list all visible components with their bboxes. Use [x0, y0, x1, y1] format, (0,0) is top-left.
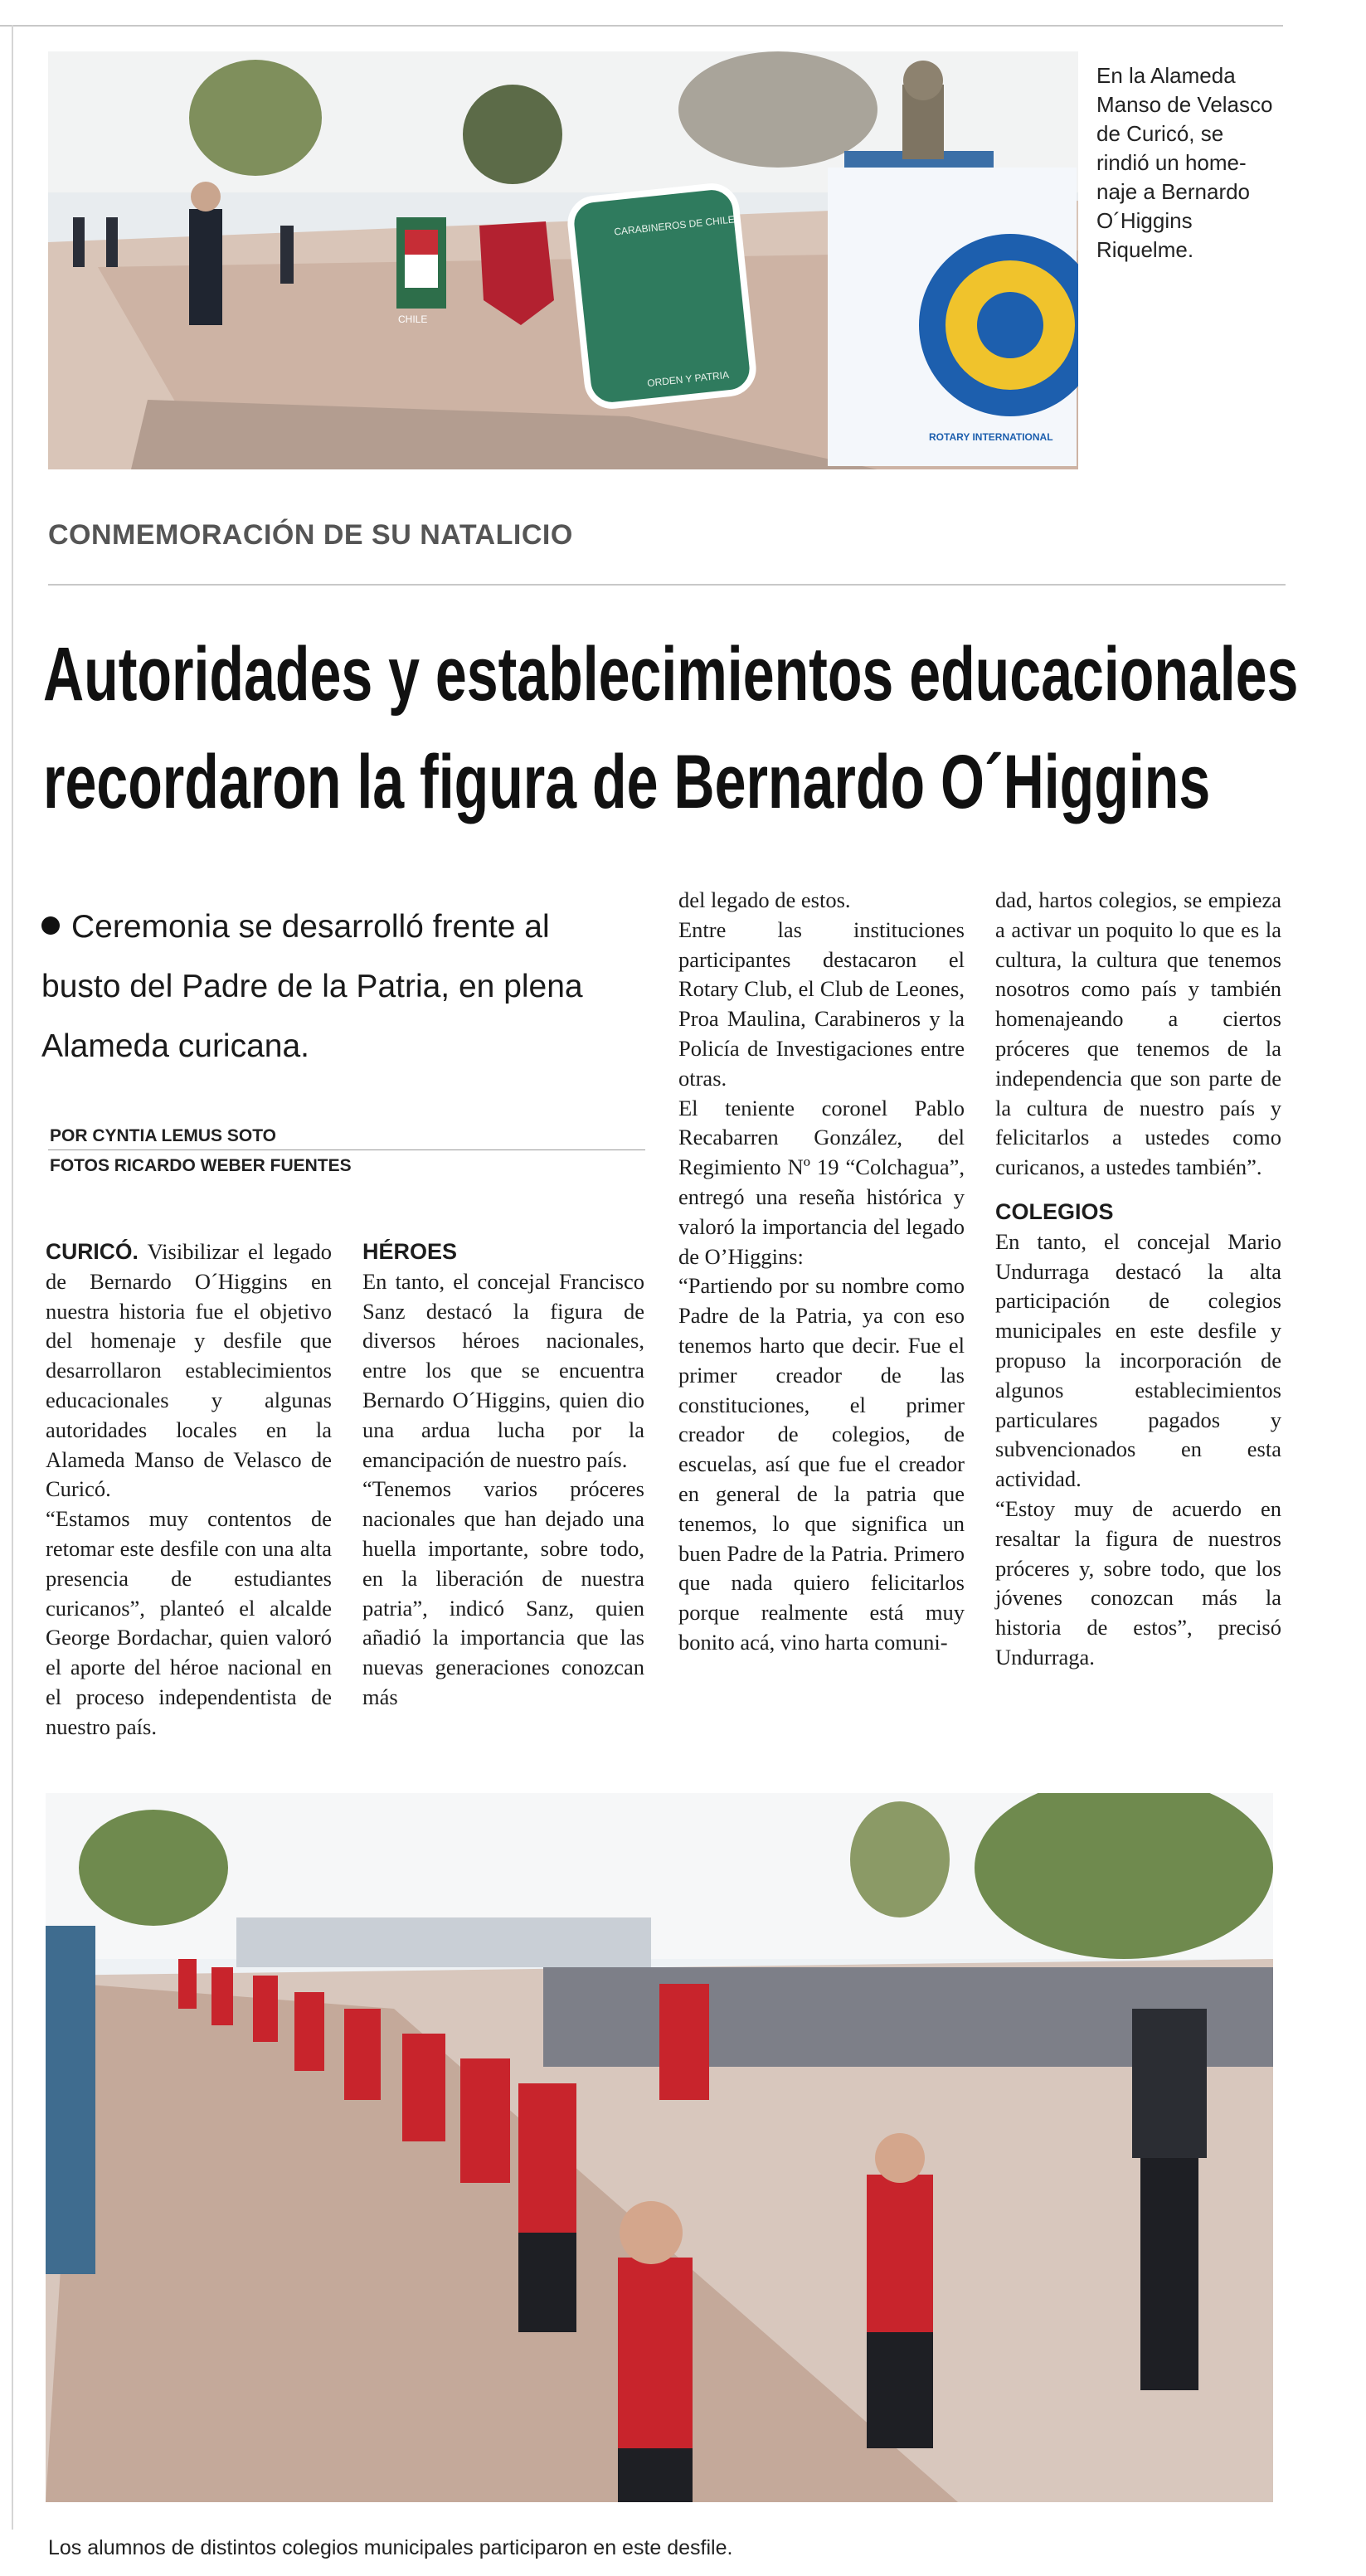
caption-line: O´Higgins	[1096, 208, 1193, 233]
caption-line: rindió un home-	[1096, 150, 1247, 175]
headline-line-1: Autoridades y establecimientos educacionales	[43, 632, 1299, 717]
bullet-icon	[41, 916, 60, 935]
photo-sign-chile: CHILE	[398, 313, 428, 325]
paragraph: “Estoy muy de acuerdo en resaltar la figura de nuestros próceres y, sobre todo, que los jóvenes conozcan más la historia de estos”, precisó Undurraga.	[995, 1495, 1281, 1670]
paragraph: En tanto, el concejal Mario Undurraga destacó la alta participación de colegios municipales en este desfile y propuso la incorporación de algunos establecimientos particulares pagados y subvencionados en esta actividad.	[995, 1228, 1281, 1492]
credit-rule	[48, 1149, 645, 1150]
top-photo-caption	[1096, 61, 1304, 265]
caption-line: Manso de Velasco	[1096, 92, 1273, 117]
deck-line-2: busto del Padre de la Patria, en plena	[41, 969, 583, 1004]
photo-sign-orden: ORDEN Y PATRIA	[646, 368, 730, 390]
paragraph: dad, hartos colegios, se empieza a activar un poquito lo que es la cultura, la cultura que tenemos nosotros como país y también homenajeando a ciertos próceres que tenemos de la independencia que son parte de la cultura de nuestro país y felicitarlos a ustedes como curicanos, a ustedes también”.	[995, 887, 1281, 1180]
paragraph: Entre las instituciones participantes destacaron el Rotary Club, el Club de Leones, Proa Maulina, Carabineros y la Policía de Investigaciones entre otras.	[678, 916, 965, 1091]
paragraph: En tanto, el concejal Francisco Sanz destacó la figura de diversos héroes nacionales, entre los que se encuentra Bernardo O´Higgins, quien dio una ardua lucha por la emancipación de nuestro país.	[362, 1268, 644, 1472]
subheading-colegios: COLEGIOS	[995, 1198, 1114, 1224]
paragraph: “Estamos muy contentos de retomar este desfile con una alta presencia de estudiantes curicanos”, planteó el alcalde George Bordachar, quien valoró el aporte del héroe nacional en el proceso independentista de nuestro país.	[46, 1506, 332, 1739]
photo-sign-rotary: ROTARY INTERNATIONAL	[929, 431, 1053, 443]
deck-line-1: Ceremonia se desarrolló frente al	[71, 909, 550, 945]
bottom-photo-caption: Los alumnos de distintos colegios municipales participaron en este desfile.	[48, 2536, 733, 2559]
body-column-1	[46, 1237, 332, 1742]
author-credit: POR CYNTIA LEMUS SOTO	[50, 1126, 277, 1145]
deck	[41, 897, 639, 1077]
caption-line: Riquelme.	[1096, 237, 1194, 262]
page-left-rule	[12, 25, 13, 2530]
headline	[43, 620, 1299, 836]
dateline: CURICÓ.	[46, 1239, 139, 1264]
headline-line-2: recordaron la figura de Bernardo O´Higgins	[43, 740, 1211, 824]
photo-sign-carabineros: CARABINEROS DE CHILE	[613, 213, 736, 238]
bottom-photo	[46, 1793, 1273, 2502]
caption-line: En la Alameda	[1096, 63, 1236, 88]
paragraph: El teniente coronel Pablo Recabarren González, del Regimiento Nº 19 “Colchagua”, entregó una reseña histórica y valoró la importancia del legado de O’Higgins:	[678, 1095, 965, 1269]
body-column-4	[995, 886, 1281, 1673]
paragraph: del legado de estos.	[678, 887, 851, 912]
top-photo	[48, 51, 1078, 469]
body-column-3	[678, 886, 965, 1658]
deck-line-3: Alameda curicana.	[41, 1028, 310, 1064]
caption-line: de Curicó, se	[1096, 121, 1224, 146]
paragraph: Visibilizar el legado de Bernardo O´Higgins en nuestra historia fue el objetivo del homenaje y desfile que desarrollaron establecimientos educacionales y algunas autoridades locales en la Alameda Manso de Velasco de Curicó.	[46, 1239, 333, 1502]
page-top-rule	[0, 25, 1283, 27]
photo-credit: FOTOS RICARDO WEBER FUENTES	[50, 1156, 352, 1175]
subheading-heroes: HÉROES	[362, 1239, 458, 1264]
paragraph: “Tenemos varios próceres nacionales que han dejado una huella importante, sobre todo, en la liberación de nuestra patria”, indicó Sanz, quien añadió la importancia que las nuevas generaciones conozcan más	[362, 1476, 644, 1709]
section-kicker: CONMEMORACIÓN DE SU NATALICIO	[48, 519, 573, 551]
kicker-rule	[48, 584, 1286, 586]
caption-line: naje a Bernardo	[1096, 179, 1251, 204]
body-column-2	[362, 1232, 644, 1713]
paragraph: “Partiendo por su nombre como Padre de la Patria, ya con eso tenemos harto que decir. Fue el primer creador de las constituciones, el primer creador de colegios, de escuelas, así que fue el creador en general de la patria que tenemos, lo que significa un buen Padre de la Patria. Primero que nada quiero felicitarlos porque realmente está muy bonito acá, vino harta comuni-	[678, 1273, 965, 1655]
